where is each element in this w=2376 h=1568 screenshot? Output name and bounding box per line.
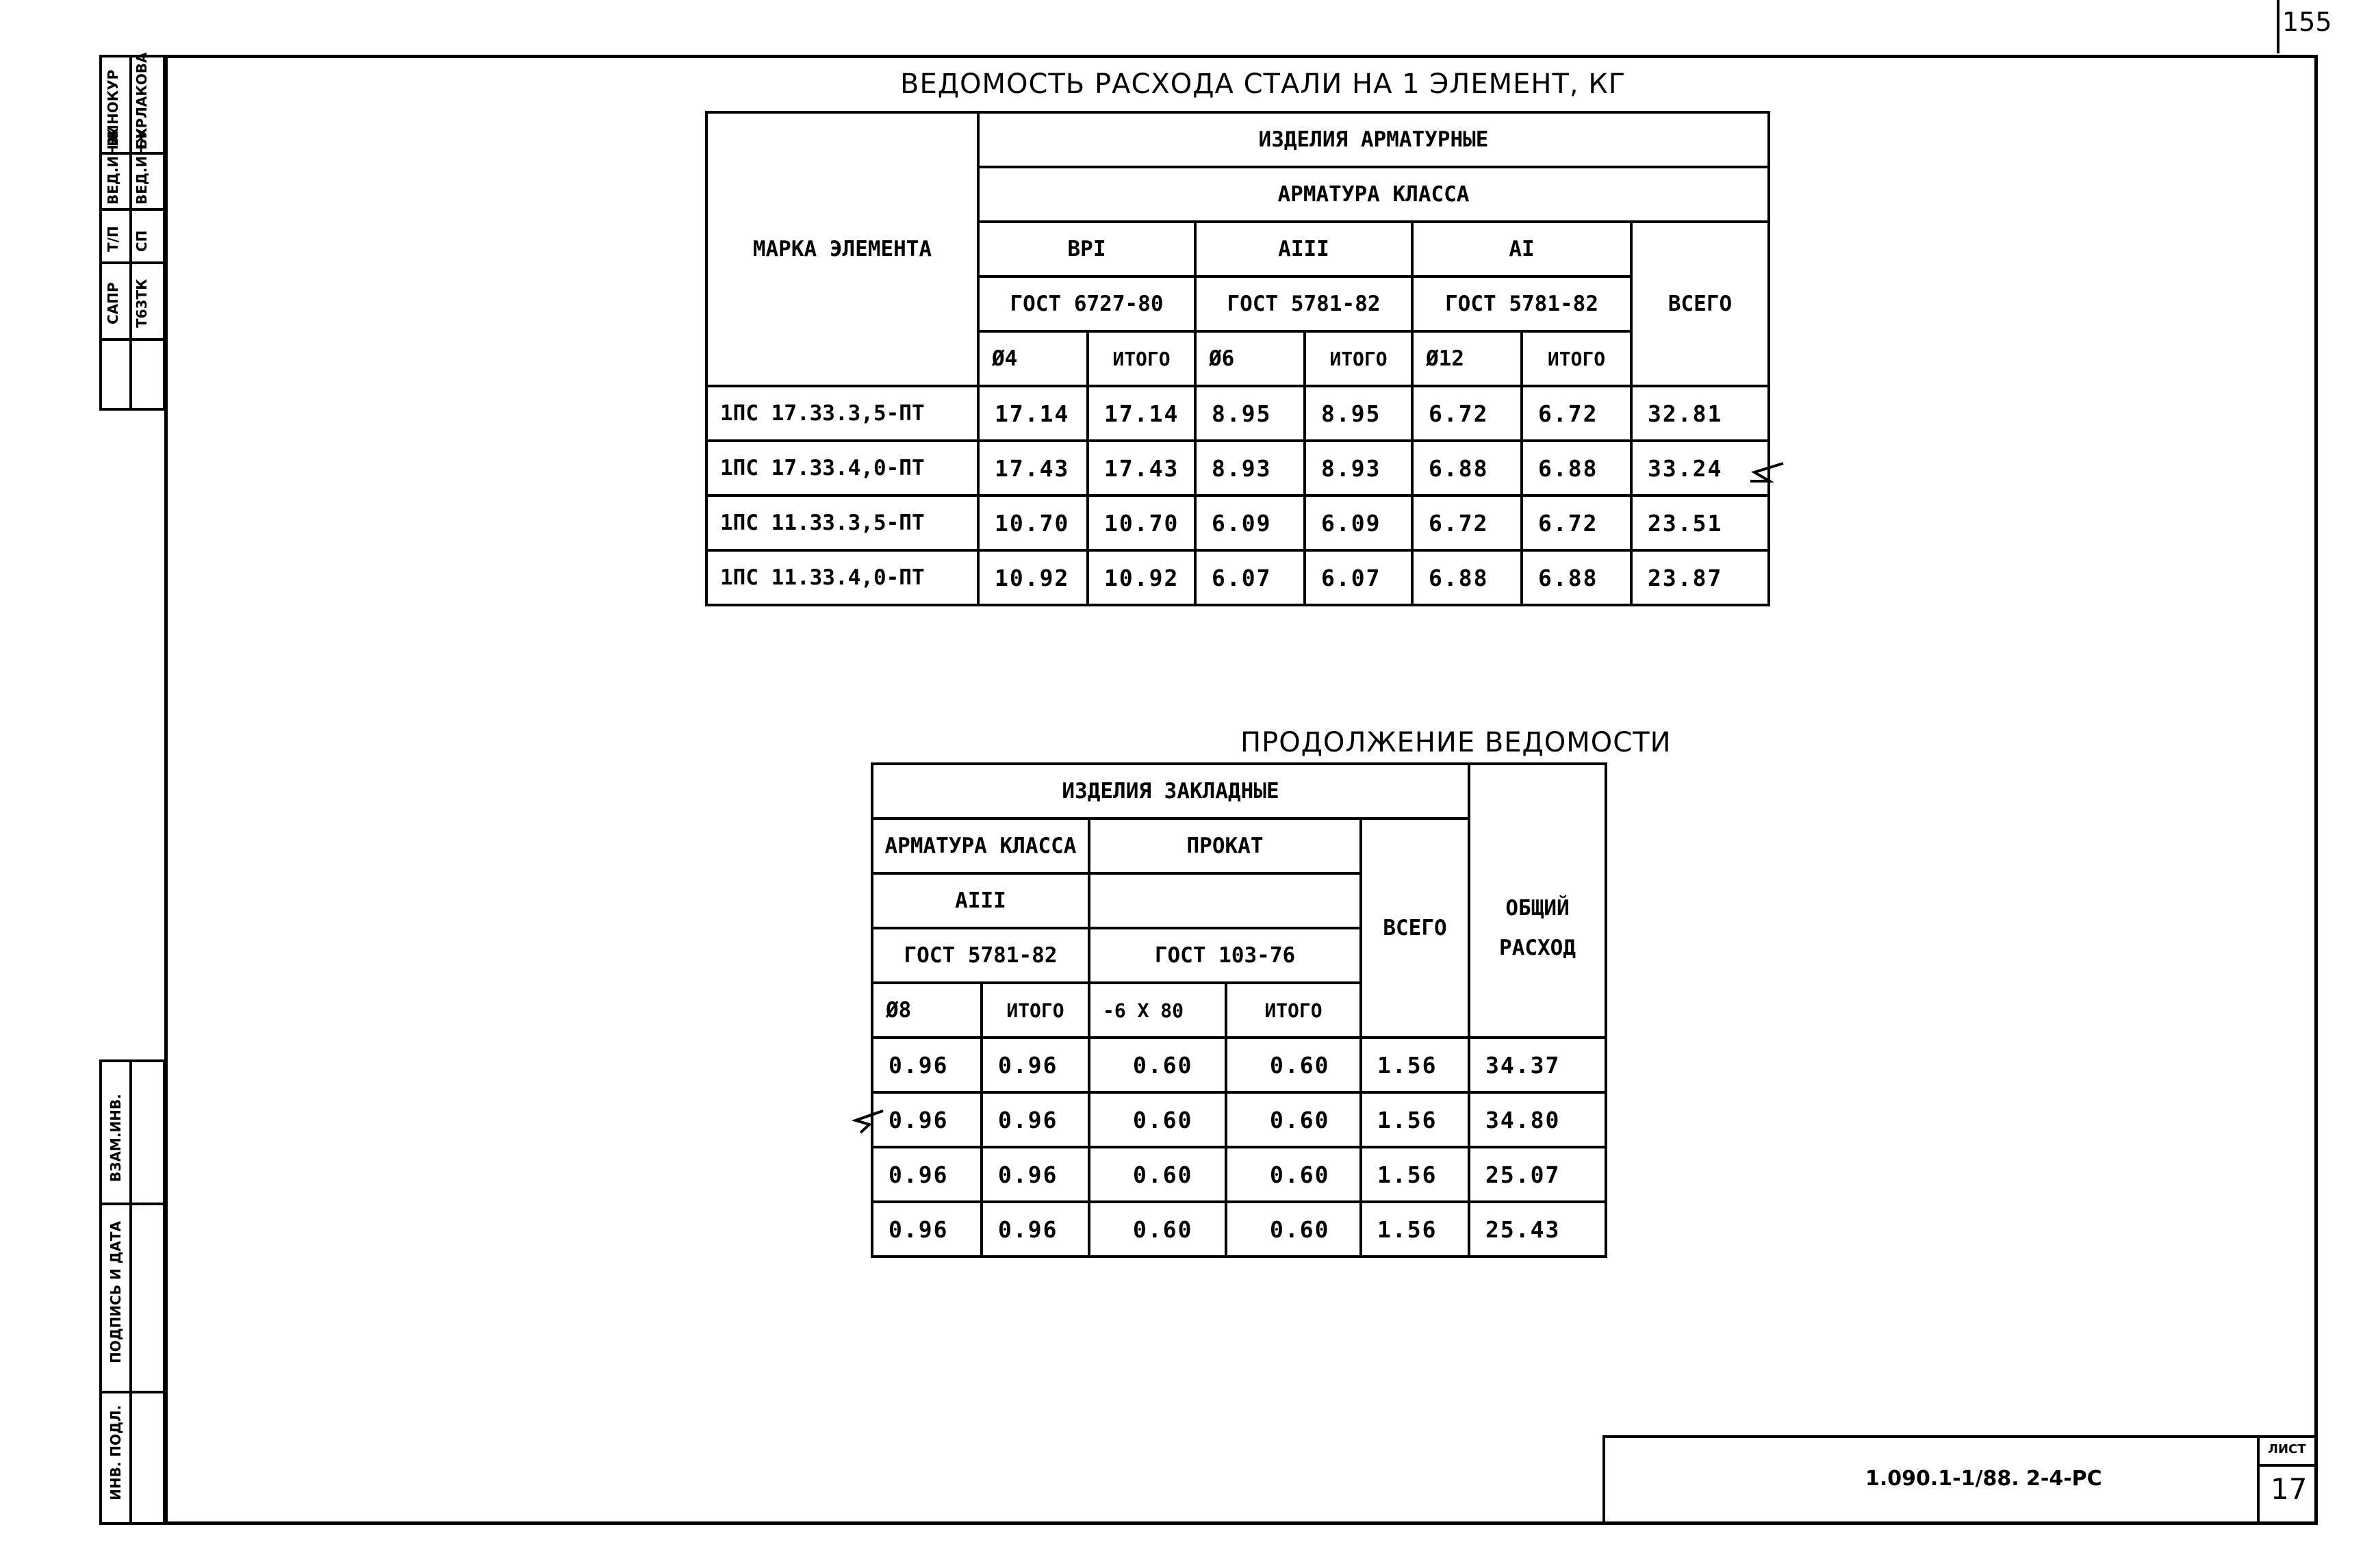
cell: 6.09	[1195, 496, 1305, 550]
cell: 1.56	[1361, 1092, 1469, 1147]
table-row	[706, 386, 1769, 441]
prokat-size: -6 Х 80	[1089, 983, 1226, 1038]
cell: 8.95	[1195, 386, 1305, 441]
cell: 0.96	[982, 1147, 1089, 1202]
table-row	[706, 550, 1769, 605]
title-block	[1602, 1435, 2318, 1525]
prokat-header: ПРОКАТ	[1089, 819, 1361, 873]
cell: 6.88	[1412, 441, 1522, 496]
stamp-role-1: ВЕД.ИНЖ	[105, 127, 121, 205]
cell: 1.56	[1361, 1202, 1469, 1257]
col-overall-line2: РАСХОД	[1499, 936, 1576, 960]
cell: 0.60	[1089, 1147, 1226, 1202]
col-overall-header	[1469, 764, 1606, 1038]
cell: 33.24	[1631, 441, 1769, 496]
cell: 8.93	[1195, 441, 1305, 496]
stamp-code: Т63ТК	[133, 279, 150, 328]
col-overall-line1: ОБЩИЙ	[1505, 896, 1570, 921]
cell: 0.60	[1226, 1038, 1361, 1092]
cell: 6.09	[1305, 496, 1412, 550]
stamp-original-inv: ИНВ. ПОДЛ.	[107, 1404, 124, 1500]
cell: 0.60	[1089, 1038, 1226, 1092]
cell: 17.14	[1088, 386, 1195, 441]
cell: 10.70	[1088, 496, 1195, 550]
cell: 1.56	[1361, 1038, 1469, 1092]
col-mark-header: МАРКА ЭЛЕМЕНТА	[706, 112, 978, 386]
element-mark: 1ПС 11.33.4,0-ПТ	[706, 550, 978, 605]
gost-ai: ГОСТ 5781-82	[1412, 277, 1631, 331]
table2-title: ПРОДОЛЖЕНИЕ ВЕДОМОСТИ	[1240, 727, 1672, 758]
subtotal-vri: ИТОГО	[1088, 331, 1195, 386]
page-number: 155	[2282, 7, 2332, 37]
subtotal-ai: ИТОГО	[1522, 331, 1631, 386]
sheet-label: ЛИСТ	[2268, 1442, 2306, 1456]
subtotal-aiii: ИТОГО	[982, 983, 1089, 1038]
cell: 1.56	[1361, 1147, 1469, 1202]
cell: 23.87	[1631, 550, 1769, 605]
cell: 6.72	[1412, 496, 1522, 550]
cell: 0.96	[872, 1147, 982, 1202]
group-header: ИЗДЕЛИЯ ЗАКЛАДНЫЕ	[872, 764, 1469, 819]
cell: 32.81	[1631, 386, 1769, 441]
cell: 10.70	[978, 496, 1088, 550]
col-total-header: ВСЕГО	[1361, 819, 1469, 1038]
table-row	[872, 1147, 1606, 1202]
table2	[871, 762, 1607, 1258]
stamp-sp: СП	[133, 230, 150, 252]
cell: 10.92	[1088, 550, 1195, 605]
col-total-header: ВСЕГО	[1631, 222, 1769, 386]
element-mark: 1ПС 17.33.3,5-ПТ	[706, 386, 978, 441]
table-row	[706, 441, 1769, 496]
cell: 0.60	[1226, 1147, 1361, 1202]
class-aiii: АIII	[1195, 222, 1412, 277]
cell: 6.72	[1522, 496, 1631, 550]
stamp-tp: Т/П	[105, 226, 121, 252]
cell: 6.07	[1305, 550, 1412, 605]
page-number-rule	[2277, 0, 2279, 53]
class-header: АРМАТУРА КЛАССА	[978, 167, 1769, 222]
side-stamp-top	[99, 52, 166, 411]
element-mark: 1ПС 11.33.3,5-ПТ	[706, 496, 978, 550]
cell: 0.60	[1089, 1092, 1226, 1147]
table1-title: ВЕДОМОСТЬ РАСХОДА СТАЛИ НА 1 ЭЛЕМЕНТ, КГ	[900, 68, 1626, 100]
class-vri: ВРI	[978, 222, 1195, 277]
cell: 0.60	[1089, 1202, 1226, 1257]
cell: 17.43	[1088, 441, 1195, 496]
cell: 0.96	[872, 1202, 982, 1257]
cell: 17.43	[978, 441, 1088, 496]
table-row	[872, 1202, 1606, 1257]
cell: 0.96	[982, 1202, 1089, 1257]
cell: 17.14	[978, 386, 1088, 441]
side-stamp-bottom	[99, 1059, 166, 1525]
gost-aiii: ГОСТ 5781-82	[1195, 277, 1412, 331]
cell: 0.96	[872, 1092, 982, 1147]
stamp-signature-date: ПОДПИСЬ И ДАТА	[107, 1220, 124, 1363]
prokat-empty	[1089, 873, 1361, 928]
subtotal-aiii: ИТОГО	[1305, 331, 1412, 386]
cell: 6.88	[1412, 550, 1522, 605]
group-header: ИЗДЕЛИЯ АРМАТУРНЫЕ	[978, 112, 1769, 167]
cell: 25.07	[1469, 1147, 1606, 1202]
stamp-role-2: ВЕД.ИНЖ	[133, 127, 150, 205]
dia-aiii: Ø6	[1195, 331, 1305, 386]
class-aiii: АIII	[872, 873, 1089, 928]
cell: 6.72	[1522, 386, 1631, 441]
element-mark: 1ПС 17.33.4,0-ПТ	[706, 441, 978, 496]
gost-aiii: ГОСТ 5781-82	[872, 928, 1089, 983]
gost-prokat: ГОСТ 103-76	[1089, 928, 1361, 983]
table1	[705, 111, 1770, 606]
break-line-icon	[852, 1105, 886, 1136]
cell: 10.92	[978, 550, 1088, 605]
break-line-icon	[1749, 455, 1790, 489]
cell: 0.60	[1226, 1092, 1361, 1147]
cell: 0.60	[1226, 1202, 1361, 1257]
dia-ai: Ø12	[1412, 331, 1522, 386]
subtotal-prokat: ИТОГО	[1226, 983, 1361, 1038]
dia-8: Ø8	[872, 983, 982, 1038]
cell: 6.07	[1195, 550, 1305, 605]
cell: 0.96	[872, 1038, 982, 1092]
cell: 8.93	[1305, 441, 1412, 496]
cell: 0.96	[982, 1038, 1089, 1092]
cell: 0.96	[982, 1092, 1089, 1147]
document-code: 1.090.1-1/88. 2-4-РС	[1865, 1467, 2102, 1491]
cell: 34.80	[1469, 1092, 1606, 1147]
cell: 23.51	[1631, 496, 1769, 550]
sheet-number: 17	[2271, 1472, 2308, 1506]
gost-vri: ГОСТ 6727-80	[978, 277, 1195, 331]
class-ai: АI	[1412, 222, 1631, 277]
stamp-sapr: САПР	[105, 282, 121, 324]
table-row	[872, 1092, 1606, 1147]
cell: 6.88	[1522, 550, 1631, 605]
cell: 6.88	[1522, 441, 1631, 496]
dia-vri: Ø4	[978, 331, 1088, 386]
cell: 25.43	[1469, 1202, 1606, 1257]
table-row	[706, 496, 1769, 550]
table-row	[872, 1038, 1606, 1092]
cell: 8.95	[1305, 386, 1412, 441]
stamp-name-2: БУРЛАКОВА	[133, 52, 150, 149]
class-header: АРМАТУРА КЛАССА	[872, 819, 1089, 873]
cell: 6.72	[1412, 386, 1522, 441]
cell: 34.37	[1469, 1038, 1606, 1092]
stamp-name-1: ВИНОКУР	[105, 69, 121, 146]
stamp-replace-inv: ВЗАМ.ИНВ.	[107, 1094, 124, 1182]
